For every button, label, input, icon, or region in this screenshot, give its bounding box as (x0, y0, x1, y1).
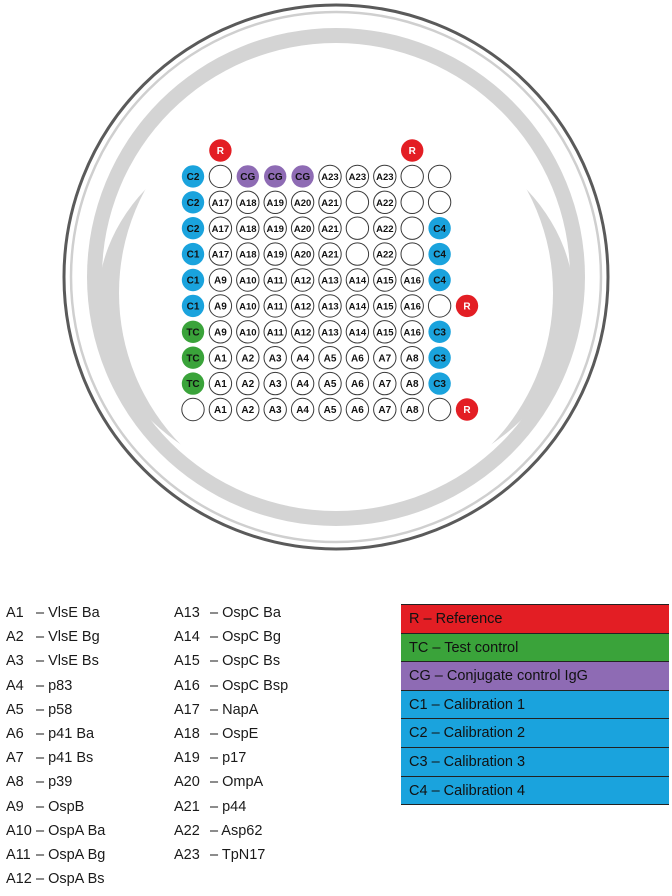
legend-code: A6 (6, 725, 24, 742)
legend-name: – NapA (210, 701, 259, 718)
legend-item (174, 625, 288, 649)
legend-item (6, 601, 105, 625)
legend-item (6, 698, 105, 722)
well-a16 (401, 269, 423, 291)
well-circle (428, 295, 450, 317)
well-label: R (463, 405, 471, 417)
well-a16 (401, 321, 423, 343)
well-a2 (237, 372, 259, 394)
well-label: A19 (266, 249, 284, 261)
well-circle (401, 217, 423, 239)
well-a3 (264, 398, 286, 420)
legend-code: A14 (174, 629, 200, 646)
well-label: A23 (348, 172, 367, 183)
well-a12 (291, 295, 313, 317)
legend-item (174, 649, 288, 673)
well-a8 (401, 372, 423, 394)
well-label: A15 (376, 327, 394, 339)
well-a19 (264, 243, 286, 265)
legend-item (6, 722, 105, 746)
well-label: A10 (239, 301, 257, 313)
well-label: A4 (296, 353, 309, 365)
well-label: A19 (266, 223, 284, 235)
legend-item (174, 770, 288, 794)
legend-code: A18 (174, 725, 200, 742)
well-empty (182, 398, 204, 420)
well-label: A16 (403, 275, 421, 287)
well-label: A11 (266, 301, 284, 313)
well-a13 (319, 321, 341, 343)
well-a23 (346, 165, 368, 187)
well-a18 (237, 243, 259, 265)
well-circle (428, 398, 450, 420)
legend-item (174, 601, 288, 625)
well-r (209, 139, 231, 161)
well-label: C3 (433, 353, 446, 365)
well-c2 (182, 191, 204, 213)
legend-code: A3 (6, 653, 24, 670)
well-label: C2 (186, 197, 200, 209)
well-label: A12 (293, 275, 312, 287)
well-label: A1 (214, 379, 227, 391)
well-label: A17 (211, 197, 230, 209)
legend-item (6, 649, 105, 673)
legend-code: A15 (174, 653, 200, 670)
well-label: A2 (241, 379, 255, 391)
well-a23 (319, 165, 341, 187)
well-a9 (209, 321, 231, 343)
well-a18 (237, 191, 259, 213)
well-a1 (209, 347, 231, 369)
well-c3 (428, 321, 450, 343)
well-label: A15 (376, 275, 394, 287)
well-a1 (209, 372, 231, 394)
well-label: A12 (293, 301, 312, 313)
well-label: A16 (403, 301, 421, 313)
key-row: C1 – Calibration 1 (401, 691, 669, 720)
legend-item (6, 770, 105, 794)
well-empty (401, 191, 423, 213)
well-a17 (209, 191, 231, 213)
legend-column-2 (174, 601, 288, 867)
well-a5 (319, 372, 341, 394)
well-label: A23 (321, 172, 339, 183)
well-label: A7 (378, 353, 392, 365)
legend-name: – OmpA (210, 774, 264, 791)
well-a11 (264, 295, 286, 317)
well-label: A13 (321, 301, 339, 313)
well-a20 (291, 191, 313, 213)
well-label: C2 (186, 172, 200, 183)
well-label: A5 (323, 379, 337, 391)
well-label: A20 (293, 197, 312, 209)
well-label: A5 (323, 405, 337, 417)
well-label: C3 (433, 379, 446, 391)
legend-code: A4 (6, 677, 24, 694)
legend-code: A8 (6, 774, 24, 791)
well-a7 (374, 398, 396, 420)
well-label: A1 (214, 405, 227, 417)
well-c1 (182, 269, 204, 291)
well-label: A7 (378, 405, 392, 417)
well-a15 (374, 321, 396, 343)
well-a22 (374, 243, 396, 265)
well-label: A15 (376, 301, 394, 313)
legend-code: A19 (174, 750, 200, 767)
well-label: A18 (239, 223, 257, 235)
well-label: A20 (293, 249, 312, 261)
well-a21 (319, 243, 341, 265)
well-label: CG (295, 172, 311, 183)
legend-name: – p41 Ba (36, 725, 95, 742)
well-label: A14 (348, 275, 367, 287)
well-a12 (291, 321, 313, 343)
legend-item (6, 746, 105, 770)
well-label: A3 (268, 405, 282, 417)
well-a10 (237, 321, 259, 343)
well-label: C1 (186, 275, 200, 287)
well-circle (428, 165, 450, 187)
legend-name: – p41 Bs (36, 750, 94, 767)
legend-name: – p39 (36, 774, 73, 791)
well-circle (401, 243, 423, 265)
well-a2 (237, 398, 259, 420)
legend-item (6, 867, 105, 891)
well-a22 (374, 191, 396, 213)
wells-grid (182, 139, 478, 420)
well-label: R (463, 301, 471, 313)
legend-name: – OspA Bs (36, 871, 105, 888)
well-empty (428, 165, 450, 187)
well-a9 (209, 269, 231, 291)
legend-code: A17 (174, 701, 200, 718)
legend-code: A9 (6, 798, 24, 815)
legend-code: A20 (174, 774, 200, 791)
well-a3 (264, 372, 286, 394)
well-c3 (428, 347, 450, 369)
well-a19 (264, 217, 286, 239)
well-label: A13 (321, 275, 339, 287)
legend-name: – OspC Ba (210, 605, 281, 621)
well-label: A22 (376, 249, 394, 261)
legend-name: – p83 (36, 677, 73, 694)
well-cg (264, 165, 286, 187)
legend-name: – VlsE Bg (36, 629, 100, 646)
well-label: A18 (239, 249, 257, 261)
legend-column-1 (6, 601, 105, 891)
well-a1 (209, 398, 231, 420)
legend-name: – VlsE Ba (36, 605, 100, 621)
well-label: A16 (403, 327, 421, 339)
well-label: A5 (323, 353, 337, 365)
well-label: C4 (433, 223, 446, 235)
well-a8 (401, 398, 423, 420)
well-empty (401, 217, 423, 239)
well-label: A7 (378, 379, 392, 391)
legend-name: – OspB (36, 798, 85, 815)
well-a11 (264, 321, 286, 343)
well-a9 (209, 295, 231, 317)
legend-name: – Asp62 (210, 822, 263, 839)
well-label: A13 (321, 327, 339, 339)
well-circle (182, 398, 204, 420)
legend-item (6, 795, 105, 819)
well-cg (291, 165, 313, 187)
well-a20 (291, 217, 313, 239)
well-a5 (319, 347, 341, 369)
legend-item (174, 674, 288, 698)
well-label: A6 (351, 405, 364, 417)
legend-name: – p44 (210, 798, 247, 815)
legend-code: A13 (174, 605, 200, 621)
well-a20 (291, 243, 313, 265)
well-label: A10 (239, 275, 257, 287)
legend-name: – OspA Bg (36, 846, 106, 863)
well-circle (346, 243, 368, 265)
key-row: C3 – Calibration 3 (401, 748, 669, 777)
legend-code: A2 (6, 629, 24, 646)
legend-item (174, 722, 288, 746)
well-c4 (428, 243, 450, 265)
well-label: A8 (405, 405, 419, 417)
well-a14 (346, 321, 368, 343)
key-row: C2 – Calibration 2 (401, 719, 669, 748)
well-a7 (374, 347, 396, 369)
well-label: A3 (268, 353, 282, 365)
well-a14 (346, 295, 368, 317)
well-label: TC (186, 379, 200, 391)
well-label: A22 (376, 197, 394, 209)
well-label: A11 (266, 275, 284, 287)
well-a4 (291, 372, 313, 394)
well-tc (182, 347, 204, 369)
legend-name: – p58 (36, 701, 73, 718)
well-a17 (209, 217, 231, 239)
well-c1 (182, 295, 204, 317)
legend-name: – OspC Bs (210, 653, 281, 670)
legend-code: A23 (174, 846, 200, 863)
well-a17 (209, 243, 231, 265)
well-a16 (401, 295, 423, 317)
well-a5 (319, 398, 341, 420)
well-label: A8 (405, 379, 419, 391)
well-empty (209, 165, 231, 187)
well-label: A20 (293, 223, 312, 235)
key-row: C4 – Calibration 4 (401, 777, 669, 806)
well-a4 (291, 398, 313, 420)
legend-item (174, 843, 288, 867)
well-c1 (182, 243, 204, 265)
well-cg (237, 165, 259, 187)
legend-name: – OspC Bg (210, 629, 281, 646)
well-circle (401, 165, 423, 187)
well-a15 (374, 295, 396, 317)
legend-name: – OspC Bsp (210, 677, 289, 694)
well-a3 (264, 347, 286, 369)
legend-code: A21 (174, 798, 200, 815)
well-a4 (291, 347, 313, 369)
well-a23 (374, 165, 396, 187)
well-label: CG (267, 172, 283, 183)
legend-name: – p17 (210, 750, 247, 767)
well-circle (428, 191, 450, 213)
legend-code: A11 (6, 846, 31, 863)
well-label: C1 (186, 301, 200, 313)
well-label: A2 (241, 353, 255, 365)
well-label: C4 (433, 275, 446, 287)
well-label: A11 (266, 327, 284, 339)
well-label: A4 (296, 379, 309, 391)
well-circle (209, 165, 231, 187)
well-circle (401, 191, 423, 213)
well-label: A6 (351, 379, 364, 391)
well-a11 (264, 269, 286, 291)
well-empty (401, 165, 423, 187)
well-label: A8 (405, 353, 419, 365)
well-a21 (319, 191, 341, 213)
legend-item (6, 674, 105, 698)
well-label: A22 (376, 223, 394, 235)
well-c3 (428, 372, 450, 394)
well-label: A9 (214, 275, 227, 287)
well-label: A21 (321, 249, 339, 261)
well-label: A17 (211, 223, 230, 235)
well-label: A14 (348, 327, 367, 339)
well-r (456, 398, 478, 420)
well-empty (346, 243, 368, 265)
well-circle (346, 191, 368, 213)
key-row: R – Reference (401, 605, 669, 634)
legend-item (6, 843, 105, 867)
well-c4 (428, 269, 450, 291)
well-empty (346, 217, 368, 239)
well-a15 (374, 269, 396, 291)
well-label: R (216, 146, 225, 158)
well-label: A6 (351, 353, 364, 365)
well-label: A12 (293, 327, 312, 339)
well-circle (346, 217, 368, 239)
well-c2 (182, 217, 204, 239)
well-a14 (346, 269, 368, 291)
well-label: A3 (268, 379, 282, 391)
well-a21 (319, 217, 341, 239)
well-a10 (237, 269, 259, 291)
well-tc (182, 321, 204, 343)
well-label: TC (186, 353, 200, 365)
legend-item (174, 746, 288, 770)
well-label: A17 (211, 249, 230, 261)
well-a13 (319, 295, 341, 317)
well-label: A9 (214, 327, 227, 339)
well-a19 (264, 191, 286, 213)
key-row: CG – Conjugate control IgG (401, 662, 669, 691)
well-a13 (319, 269, 341, 291)
well-c4 (428, 217, 450, 239)
well-label: TC (186, 327, 200, 339)
well-r (456, 295, 478, 317)
well-label: A4 (296, 405, 309, 417)
well-label: A10 (239, 327, 257, 339)
well-label: C3 (433, 327, 446, 339)
well-label: A21 (321, 223, 339, 235)
well-empty (428, 295, 450, 317)
legend-code: A12 (6, 871, 32, 888)
legend-item (174, 795, 288, 819)
legend-code: A16 (174, 677, 200, 694)
well-label: A21 (321, 197, 339, 209)
legend-code: A22 (174, 822, 200, 839)
legend-code: A10 (6, 822, 32, 839)
well-empty (428, 398, 450, 420)
color-key-table (401, 604, 669, 805)
well-label: A19 (266, 197, 284, 209)
legend-code: A1 (6, 605, 24, 621)
legend-name: – VlsE Bs (36, 653, 99, 670)
well-a8 (401, 347, 423, 369)
well-c2 (182, 165, 204, 187)
legend-code: A5 (6, 701, 24, 718)
well-a2 (237, 347, 259, 369)
legend-item (174, 819, 288, 843)
key-row: TC – Test control (401, 634, 669, 663)
well-a12 (291, 269, 313, 291)
well-a6 (346, 347, 368, 369)
well-label: A14 (348, 301, 367, 313)
well-a18 (237, 217, 259, 239)
well-a6 (346, 398, 368, 420)
well-label: A2 (241, 405, 255, 417)
well-a22 (374, 217, 396, 239)
legend-name: – OspE (210, 725, 259, 742)
well-a7 (374, 372, 396, 394)
legend-name: – OspA Ba (36, 822, 106, 839)
legend-item (6, 625, 105, 649)
legend-name: – TpN17 (210, 846, 266, 863)
legend-code: A7 (6, 750, 24, 767)
well-label: C4 (433, 249, 446, 261)
well-a6 (346, 372, 368, 394)
well-empty (401, 243, 423, 265)
well-label: CG (240, 172, 256, 183)
well-label: A1 (214, 353, 227, 365)
well-tc (182, 372, 204, 394)
well-empty (346, 191, 368, 213)
legend-item (174, 698, 288, 722)
well-label: A9 (214, 301, 227, 313)
well-r (401, 139, 423, 161)
well-label: C1 (186, 249, 200, 261)
well-label: R (408, 146, 416, 158)
legend-item (6, 819, 105, 843)
well-empty (428, 191, 450, 213)
well-label: A18 (239, 197, 257, 209)
well-label: A23 (376, 172, 394, 183)
white-center (119, 76, 553, 510)
well-label: C2 (186, 223, 200, 235)
well-a10 (237, 295, 259, 317)
